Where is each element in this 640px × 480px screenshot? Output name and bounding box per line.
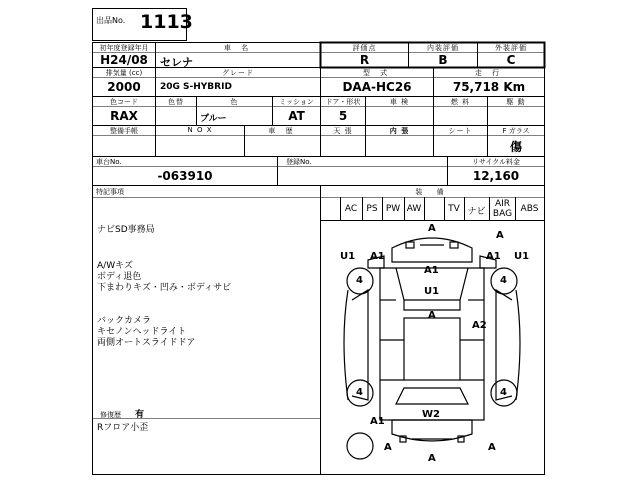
note-line: 両側オートスライドドア: [97, 338, 196, 348]
exterior-value: C: [506, 53, 516, 67]
damage-mark: A1: [370, 416, 385, 427]
model-label: 型 式: [362, 69, 392, 77]
inspection-label: 車 検: [389, 98, 410, 106]
equipment-airbag: AIR BAG: [492, 199, 513, 219]
seat-label: シート: [448, 127, 473, 135]
nox-label: N O X: [187, 126, 213, 134]
note-line: ボディ退色: [97, 272, 142, 282]
equipment-ac: AC: [344, 204, 358, 214]
interior-label: 内装評価: [427, 44, 459, 52]
equipment-title: 装 備: [415, 188, 450, 196]
note-line: キセノンヘッドライト: [97, 327, 187, 337]
doors-value: 5: [338, 109, 348, 123]
disp-label: 排気量 (cc): [105, 69, 143, 77]
name-value: セレナ: [160, 56, 193, 69]
damage-mark: 4: [356, 275, 363, 286]
interior-value: B: [438, 53, 448, 67]
note-line: バックカメラ: [97, 316, 152, 326]
recycle-label: リサイクル料金: [471, 158, 521, 166]
reg-value: H24/08: [100, 53, 148, 67]
mission-value: AT: [288, 109, 305, 123]
mileage-label: 走 行: [474, 69, 504, 77]
drive-label: 駆 動: [506, 98, 526, 106]
damage-mark: U1: [514, 251, 530, 262]
damage-mark: W2: [422, 409, 440, 420]
color-label: 色: [230, 98, 239, 106]
mission-label: ミッション: [279, 98, 314, 106]
chassis-value: -063910: [157, 169, 213, 183]
damage-mark: U1: [340, 251, 356, 262]
damage-mark: U1: [424, 286, 440, 297]
damage-mark: A1: [424, 265, 439, 276]
history-label: 車 歴: [268, 127, 297, 135]
damage-mark: A1: [370, 251, 385, 262]
damage-mark: A: [488, 442, 496, 453]
regno-label: 登録No.: [286, 158, 312, 166]
name-label: 車 名: [223, 44, 253, 52]
score-value: R: [359, 53, 370, 67]
damage-mark: A: [496, 230, 504, 241]
interior-trim-label: 内 張: [389, 127, 410, 135]
fuel-label: 燃 料: [450, 98, 471, 106]
note-line: A/Wキズ: [97, 261, 133, 271]
recycle-value: 12,160: [472, 169, 520, 183]
score-label: 評価点: [352, 44, 377, 52]
repair-value: 有: [135, 410, 145, 420]
equipment-abs: ABS: [520, 204, 539, 214]
reg-label: 初年度登録年月: [99, 44, 149, 52]
exterior-label: 外装評価: [495, 44, 527, 52]
color-value: ブルー: [200, 114, 227, 124]
damage-mark: A: [428, 310, 436, 321]
equipment-pw: PW: [385, 204, 401, 214]
equipment-navi: ナビ: [467, 207, 486, 217]
grade-label: グレード: [222, 69, 254, 77]
note-line: 下まわりキズ・凹み・ボディサビ: [97, 283, 232, 293]
equipment-tv: TV: [448, 204, 460, 214]
damage-mark: A1: [486, 251, 501, 262]
notes-title: 特記事項: [96, 188, 124, 196]
color-code-value: RAX: [110, 109, 138, 123]
damage-mark: 4: [500, 275, 507, 286]
damage-mark: 4: [356, 387, 363, 398]
equipment-aw: AW: [406, 204, 422, 214]
color-code-label: 色コード: [110, 98, 138, 106]
damage-mark: A: [428, 223, 436, 234]
damage-mark: 4: [500, 387, 507, 398]
doors-label: ドア・形状: [325, 98, 361, 106]
damage-mark: A: [428, 453, 436, 464]
color-change-label: 色替: [168, 98, 184, 106]
damage-mark: A: [384, 442, 392, 453]
glass-label: F ガラス: [502, 127, 530, 135]
lot-label: 出品No.: [96, 16, 126, 25]
grade-value: 20G S-HYBRID: [160, 82, 232, 92]
disp-value: 2000: [107, 80, 141, 94]
equipment-ps: PS: [366, 204, 378, 214]
roof-label: 天 張: [333, 127, 353, 135]
repair-label: 修復歴: [100, 411, 121, 419]
note-line: ナビSD事務局: [97, 225, 155, 235]
lot-number: 1113: [140, 11, 193, 33]
model-value: DAA-HC26: [342, 80, 412, 94]
glass-value: 傷: [509, 140, 522, 154]
mileage-value: 75,718 Km: [452, 80, 526, 94]
manual-label: 整備手帳: [110, 127, 138, 135]
repair-note: Rフロア小歪: [97, 423, 149, 433]
chassis-label: 車台No.: [96, 158, 122, 166]
damage-mark: A2: [472, 320, 487, 331]
